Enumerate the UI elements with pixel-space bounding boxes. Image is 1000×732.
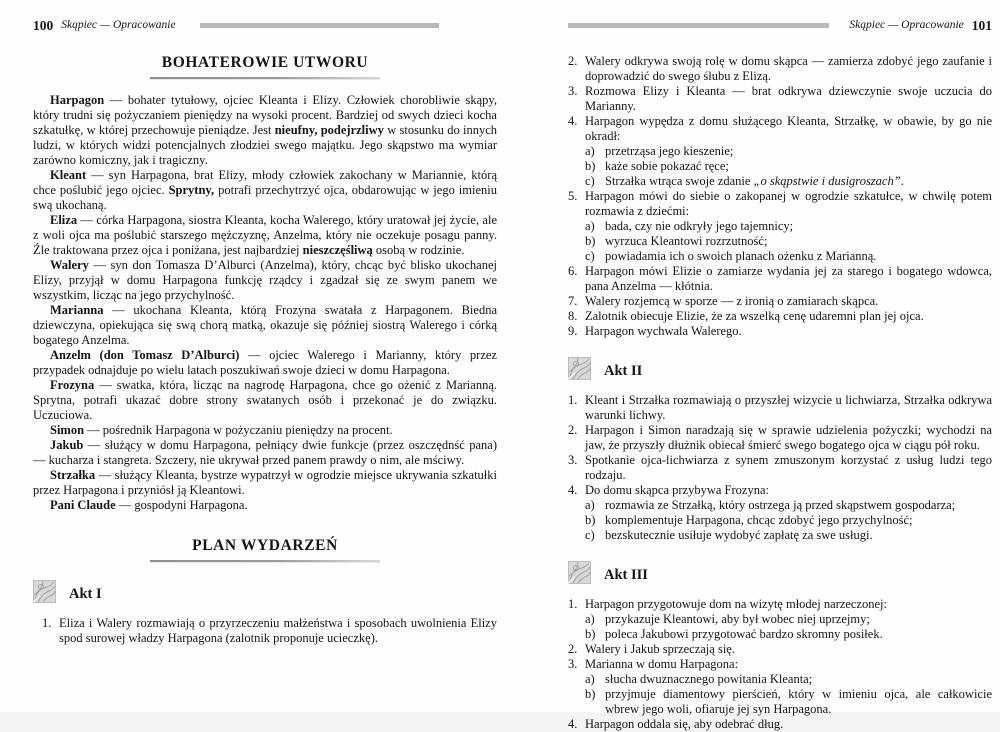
character-paragraph: Walery — syn don Tomasza D’Alburci (Anzelma), który, chcąc być blisko ukochanej Elizy, przyjął w domu Harpagona funkcję rządcy i zgadzał się ze swym panem we wszystkim, licząc na jego przychylność. — [33, 258, 497, 302]
list-item-number: 2. — [568, 423, 578, 437]
sub-list-item — [585, 687, 992, 717]
sub-list-item — [585, 234, 992, 249]
sub-list-item — [585, 498, 992, 513]
character-paragraph: Jakub — służący w domu Harpagona, pełniący dwie funkcje (przez oszczędnść pana) — kucharza i stangreta. Szczery, nie ukrywał przed panem prawdy o nim, ale mściwy. — [33, 438, 497, 467]
list-item — [568, 114, 992, 144]
act-ornament-icon — [568, 561, 591, 584]
list-item-text: Harpagon mówi Elizie o zamiarze wydania jej za starego i bogatego wdowca, pana Anzelma — kłótnia. — [585, 264, 992, 293]
character-paragraph: Pani Claude — gospodyni Harpagona. — [50, 498, 248, 512]
character-paragraph: Frozyna — swatka, która, licząc na nagrodę Harpagona, chce go ożenić z Marianną. Sprytna, potrafi ukazać dobre strony swatanych osób i przekonać je do związku. Uczuciowa. — [33, 378, 497, 422]
list-item-number: 4. — [568, 717, 578, 731]
list-item-number: 3. — [568, 657, 578, 671]
running-title: Skąpiec — Opracowanie — [849, 18, 964, 31]
list-item-text: Zalotnik obiecuje Elizie, że za wszelką cenę udaremni plan jej ojca. — [585, 309, 924, 323]
list-item-text: Harpagon przygotowuje dom na wizytę młodej narzeczonej: — [585, 597, 887, 611]
sub-item-label: c) — [585, 174, 595, 188]
sub-item-label: b) — [585, 159, 596, 173]
list-item — [568, 423, 992, 453]
list-item — [568, 597, 992, 612]
section-title-heroes: BOHATEROWIE UTWORU — [161, 54, 369, 71]
heading-rule — [150, 77, 380, 79]
sub-item-label: a) — [585, 144, 595, 158]
character-paragraph: Anzelm (don Tomasz D’Alburci) — ojciec Walerego i Marianny, który przez przypadek odnajduje po wielu latach poszukiwań swoje dzieci w domu Harpagona. — [33, 348, 497, 377]
sub-item-text: komplementuje Harpagona, chcąc zdobyć jego przychylność; — [605, 513, 913, 527]
sub-item-label: c) — [585, 528, 595, 542]
act-ornament-icon — [33, 580, 56, 603]
list-item-text: Walery rozjemcą w sporze — z ironią o zamiarach skąpca. — [585, 294, 879, 308]
list-item-number: 3. — [568, 84, 578, 98]
list-item — [42, 616, 497, 646]
list-item-text: Eliza i Walery rozmawiają o przyrzeczeniu małżeństwa i sposobach uwolnienia Elizy spod surowej władzy Harpagona (zalotnik proponuje ucieczkę). — [59, 616, 497, 645]
page-left — [33, 18, 497, 646]
character-paragraph: Kleant — syn Harpagona, brat Elizy, młody człowiek zakochany w Mariannie, którą chce poślubić jego ojciec. Sprytny, potrafi przechytrzyć ojca, obdarowując w jego imieniu swą ukochaną. — [33, 168, 497, 212]
list-item-number: 1. — [568, 393, 578, 407]
sub-item-text: poleca Jakubowi przygotować bardzo skromny posiłek. — [605, 627, 883, 641]
character-paragraph: Strzałka — służący Kleanta, bystrze wypatrzył w ogrodzie miejsce ukrywania szkatułki przez Harpagona i przyniósł ją Kleantowi. — [33, 468, 497, 497]
sub-item-text: słucha dwuznacznego powitania Kleanta; — [605, 672, 813, 686]
list-item — [568, 264, 992, 294]
sub-item-label: c) — [585, 249, 595, 263]
list-item-number: 3. — [568, 453, 578, 467]
list-item — [568, 717, 992, 732]
list-item-number: 6. — [568, 264, 578, 278]
sub-item-text: przetrząsa jego kieszenie; — [605, 144, 734, 158]
list-item-text: Walery odkrywa swoją rolę w domu skąpca — zamierza zdobyć jego zaufanie i doprowadzić do swego ślubu z Elizą. — [585, 54, 992, 83]
sub-list-item — [585, 612, 992, 627]
sub-list-item — [585, 144, 992, 159]
act1-label: Akt I — [69, 585, 102, 602]
sub-item-label: a) — [585, 612, 595, 626]
section-title-plan: PLAN WYDARZEŃ — [192, 537, 338, 554]
list-item-text: Do domu skąpca przybywa Frozyna: — [585, 483, 769, 497]
sub-list-item — [585, 174, 992, 189]
sub-item-label: a) — [585, 498, 595, 512]
page-right — [568, 18, 992, 732]
list-item — [568, 324, 992, 339]
list-item — [568, 642, 992, 657]
sub-list-item — [585, 672, 992, 687]
sub-list-item — [585, 528, 992, 543]
header-rule — [568, 23, 829, 28]
list-item — [568, 657, 992, 672]
page-header-left — [33, 18, 497, 33]
sub-item-label: b) — [585, 513, 596, 527]
character-paragraph: Simon — pośrednik Harpagona w pożyczaniu pieniędzy na procent. — [50, 423, 393, 437]
list-item — [568, 294, 992, 309]
act2-label: Akt II — [604, 362, 643, 379]
list-item-text: Rozmowa Elizy i Kleanta — brat odkrywa dziewczynie swoje uczucia do Marianny. — [585, 84, 992, 113]
list-item — [568, 309, 992, 324]
sub-list-item — [585, 627, 992, 642]
list-item — [568, 483, 992, 498]
act2-list — [568, 393, 992, 543]
list-item-text: Harpagon oddala się, aby odebrać dług. — [585, 717, 784, 731]
sub-item-text: rozmawia ze Strzałką, który ostrzega ją przed skąpstwem gospodarza; — [605, 498, 956, 512]
sub-item-label: b) — [585, 627, 596, 641]
act-ornament-icon — [568, 357, 591, 380]
act3-list — [568, 597, 992, 732]
act1-heading — [33, 579, 497, 603]
list-item-number: 4. — [568, 483, 578, 497]
page-number: 100 — [33, 17, 54, 33]
sub-item-label: a) — [585, 672, 595, 686]
sub-list-item — [585, 159, 992, 174]
header-rule — [200, 23, 439, 28]
list-item-number: 9. — [568, 324, 578, 338]
act3-label: Akt III — [604, 566, 648, 583]
list-item-text: Harpagon wychwala Walerego. — [585, 324, 742, 338]
sub-list-item — [585, 513, 992, 528]
list-item-number: 2. — [568, 54, 578, 68]
list-item-number: 1. — [42, 616, 52, 630]
act1-continued-list — [568, 54, 992, 339]
sub-item-text: powiadamia ich o swoich planach ożenku z Marianną. — [605, 249, 877, 263]
list-item-text: Marianna w domu Harpagona: — [585, 657, 739, 671]
list-item — [568, 84, 992, 114]
act3-heading — [568, 560, 992, 584]
list-item-text: Spotkanie ojca-lichwiarza z synem zmuszonym korzystać z usług ludzi tego rodzaju. — [585, 453, 992, 482]
list-item-text: Harpagon wypędza z domu służącego Kleanta, Strzałkę, w obawie, by go nie okradł: — [585, 114, 992, 143]
list-item-text: Walery i Jakub sprzeczają się. — [585, 642, 735, 656]
sub-list-item — [585, 219, 992, 234]
sub-list-item — [585, 249, 992, 264]
character-paragraph: Marianna — ukochana Kleanta, którą Frozyna swatała z Harpagonem. Biedna dziewczyna, opiekująca się swą chorą matką, okazuje się później siostrą Walerego i córką bogatego Anzelma. — [33, 303, 497, 347]
character-paragraph: Harpagon — bohater tytułowy, ojciec Kleanta i Elizy. Człowiek chorobliwie skąpy, który trudni się pożyczaniem pieniędzy na wysoki procent. Bardziej od swych dzieci kocha szkatułkę, w której przechowuje pieniądze. Jest nieufny, podejrzliwy w stosunku do innych ludzi, w których widzi potencjalnych złodziei swego majątku. Jego skąpstwo ma wymiar zarówno komiczny, jak i tragiczny. — [33, 93, 497, 167]
list-item-text: Harpagon mówi do siebie o zakopanej w ogrodzie szkatułce, w chwilę potem rozmawia z dziećmi: — [585, 189, 992, 218]
act2-heading — [568, 356, 992, 380]
character-paragraphs — [33, 93, 497, 513]
sub-item-text: każe sobie pokazać ręce; — [605, 159, 729, 173]
list-item-text: Harpagon i Simon naradzają się w sprawie udzielenia pożyczki; wychodzi na jaw, że przyszły dłużnik obiecał śmierć swego bogatego ojca w ciągu pół roku. — [585, 423, 992, 452]
list-item-number: 8. — [568, 309, 578, 323]
page-header-right — [568, 18, 992, 33]
heading-rule — [150, 560, 380, 562]
list-item — [568, 453, 992, 483]
sub-item-text: bada, czy nie odkryły jego tajemnicy; — [605, 219, 794, 233]
list-item — [568, 393, 992, 423]
running-title: Skąpiec — Opracowanie — [61, 18, 176, 31]
act1-list — [42, 616, 497, 646]
sub-item-label: a) — [585, 219, 595, 233]
page-number: 101 — [971, 17, 992, 33]
list-item-number: 7. — [568, 294, 578, 308]
sub-item-text: Strzałka wtrąca swoje zdanie „o skąpstwie i dusigroszach”. — [605, 174, 904, 188]
list-item — [568, 54, 992, 84]
sub-item-text: przyjmuje diamentowy pierścień, który w imieniu ojca, ale całkowicie wbrew jego woli, ofiaruje jej syn Harpagona. — [605, 687, 992, 716]
sub-item-text: przykazuje Kleantowi, aby był wobec niej uprzejmy; — [605, 612, 870, 626]
list-item-number: 1. — [568, 597, 578, 611]
list-item-number: 4. — [568, 114, 578, 128]
list-item-number: 5. — [568, 189, 578, 203]
list-item-text: Kleant i Strzałka rozmawiają o przyszłej wizycie u lichwiarza, Strzałka odkrywa warunki lichwy. — [585, 393, 992, 422]
character-paragraph: Eliza — córka Harpagona, siostra Kleanta, kocha Walerego, który uratował jej życie, ale z woli ojca ma poślubić starszego mężczyznę, Anzelma, który nie oczekuje posagu panny. Źle traktowana przez ojca i poniżana, jest najbardziej nieszczęśliwą osobą w rodzinie. — [33, 213, 497, 257]
sub-item-text: wyrzuca Kleantowi rozrzutność; — [605, 234, 768, 248]
sub-item-label: b) — [585, 687, 596, 701]
sub-item-label: b) — [585, 234, 596, 248]
list-item — [568, 189, 992, 219]
list-item-number: 2. — [568, 642, 578, 656]
sub-item-text: bezskutecznie usiłuje wydobyć zapłatę za swe usługi. — [605, 528, 873, 542]
